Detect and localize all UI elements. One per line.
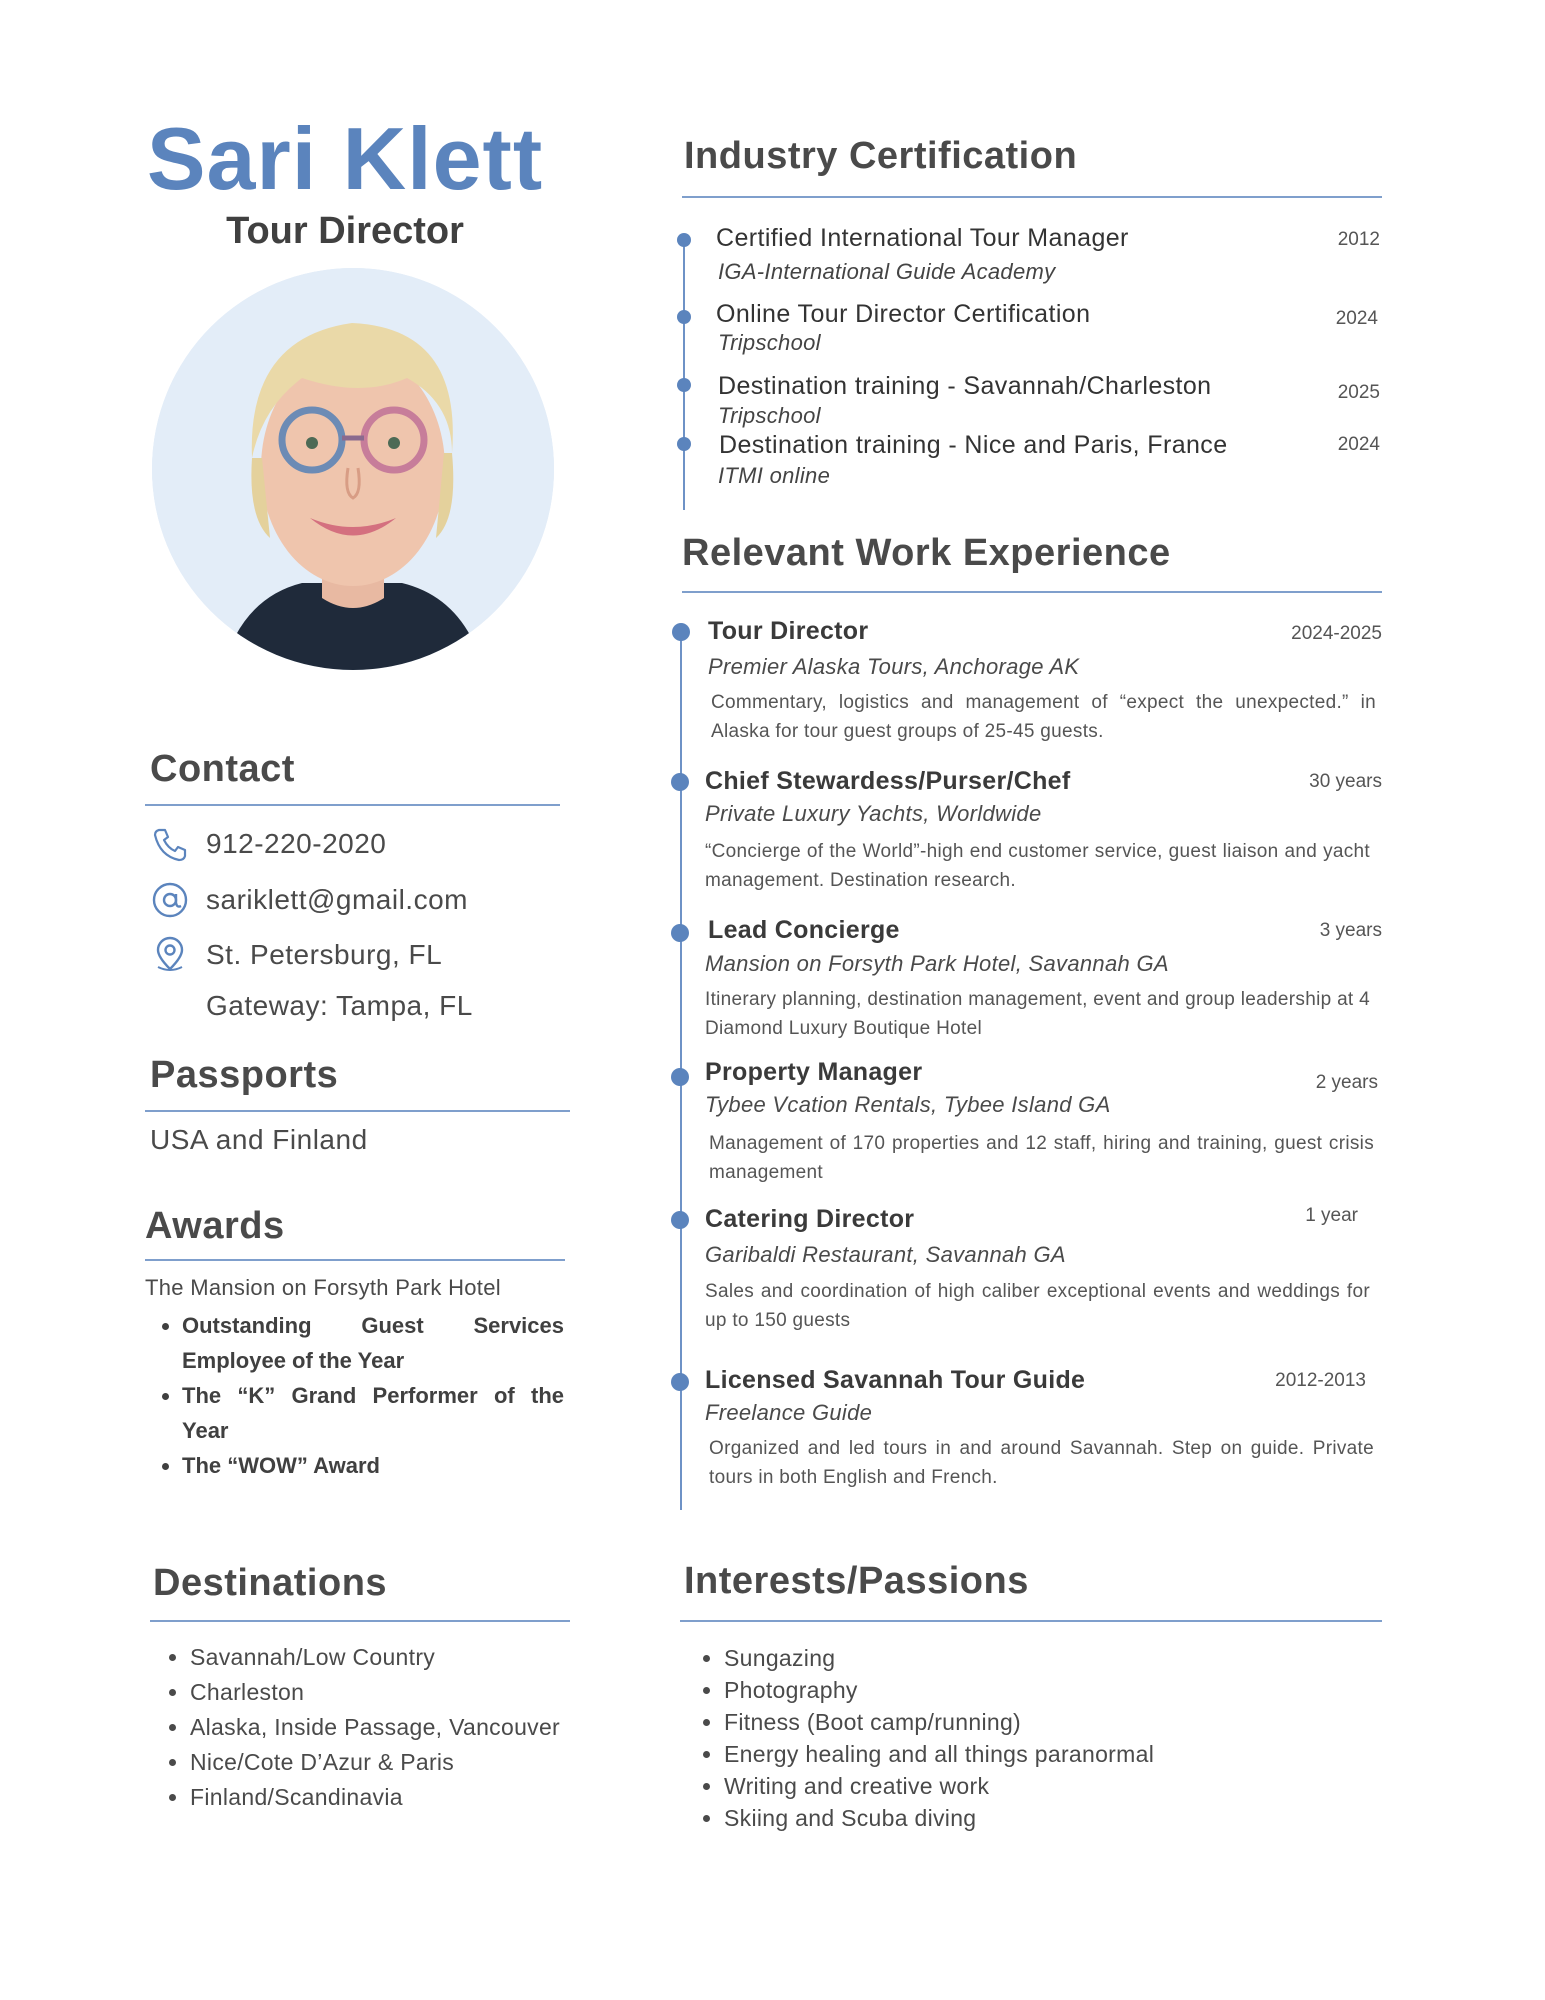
job-title: Property Manager xyxy=(705,1058,923,1086)
interests-heading: Interests/Passions xyxy=(684,1560,1029,1602)
passports-heading: Passports xyxy=(150,1054,339,1096)
job-period: 2012-2013 xyxy=(1275,1370,1366,1391)
timeline-dot xyxy=(677,233,691,247)
certification-divider xyxy=(682,196,1382,198)
destinations-divider xyxy=(150,1620,570,1622)
cert-org: IGA-International Guide Academy xyxy=(718,259,1056,284)
cert-org: Tripschool xyxy=(718,330,821,355)
job-period: 3 years xyxy=(1319,920,1382,941)
contact-divider xyxy=(145,804,560,806)
profile-photo xyxy=(152,268,554,670)
location-pin-icon xyxy=(150,935,190,975)
phone-icon xyxy=(150,824,190,864)
interest-item: • Fitness (Boot camp/running) xyxy=(724,1706,1386,1738)
interest-item: • Photography xyxy=(724,1674,1386,1706)
certification-heading: Industry Certification xyxy=(684,135,1078,177)
certification-timeline xyxy=(683,236,685,510)
destinations-list xyxy=(152,1640,572,1815)
job-description: “Concierge of the World”-high end customer service, guest liaison and yacht management. Destination research. xyxy=(705,841,1370,891)
interest-item: • Skiing and Scuba diving xyxy=(724,1802,1386,1834)
job-title: Licensed Savannah Tour Guide xyxy=(705,1366,1086,1394)
job-description: Management of 170 properties and 12 staff, hiring and training, guest crisis management xyxy=(709,1133,1374,1183)
awards-heading: Awards xyxy=(145,1205,285,1247)
awards-org: The Mansion on Forsyth Park Hotel xyxy=(145,1275,501,1300)
timeline-dot xyxy=(677,378,691,392)
destination-item: • Nice/Cote D’Azur & Paris xyxy=(190,1745,572,1780)
cert-title: Destination training - Savannah/Charleston xyxy=(718,372,1212,400)
timeline-dot xyxy=(671,1211,689,1229)
candidate-role: Tour Director xyxy=(226,210,464,252)
destination-item: • Savannah/Low Country xyxy=(190,1640,572,1675)
interest-item: • Energy healing and all things paranormal xyxy=(724,1738,1386,1770)
awards-divider xyxy=(145,1259,565,1261)
passports-divider xyxy=(145,1110,570,1112)
timeline-dot xyxy=(677,310,691,324)
interest-item: • Writing and creative work xyxy=(724,1770,1386,1802)
cert-org: ITMI online xyxy=(718,463,831,488)
award-item: • The “WOW” Award xyxy=(182,1448,564,1483)
timeline-dot xyxy=(671,773,689,791)
job-title: Catering Director xyxy=(705,1205,915,1233)
contact-email[interactable]: sariklett@gmail.com xyxy=(206,884,468,915)
cert-title: Certified International Tour Manager xyxy=(716,224,1129,252)
job-org: Freelance Guide xyxy=(705,1400,873,1425)
job-description: Itinerary planning, destination management, event and group leadership at 4 Diamond Luxury Boutique Hotel xyxy=(705,989,1370,1039)
contact-email-row xyxy=(150,880,468,920)
contact-location: St. Petersburg, FL xyxy=(206,939,443,970)
destination-item: • Alaska, Inside Passage, Vancouver xyxy=(190,1710,572,1745)
candidate-name: Sari Klett xyxy=(146,109,544,208)
job-org: Mansion on Forsyth Park Hotel, Savannah GA xyxy=(705,951,1169,976)
cert-year: 2024 xyxy=(1337,434,1380,455)
cert-title: Destination training - Nice and Paris, France xyxy=(719,431,1228,459)
destinations-heading: Destinations xyxy=(153,1562,388,1604)
award-item: • Outstanding Guest Services Employee of the Year xyxy=(182,1308,564,1378)
timeline-dot xyxy=(672,623,690,641)
timeline-dot xyxy=(677,437,691,451)
job-period: 1 year xyxy=(1305,1205,1358,1226)
job-title: Tour Director xyxy=(708,617,869,645)
cert-title: Online Tour Director Certification xyxy=(716,300,1091,328)
job-org: Premier Alaska Tours, Anchorage AK xyxy=(708,654,1080,679)
job-description: Commentary, logistics and management of “expect the unexpected.” in Alaska for tour guest groups of 25-45 guests. xyxy=(711,692,1376,742)
at-icon xyxy=(150,880,190,920)
experience-heading: Relevant Work Experience xyxy=(682,532,1171,574)
contact-heading: Contact xyxy=(150,748,295,790)
interests-divider xyxy=(680,1620,1382,1622)
passports-value: USA and Finland xyxy=(150,1124,368,1155)
timeline-dot xyxy=(671,1068,689,1086)
experience-divider xyxy=(682,591,1382,593)
job-title: Lead Concierge xyxy=(708,916,900,944)
awards-list xyxy=(146,1308,564,1483)
contact-location-row xyxy=(150,935,442,975)
job-title: Chief Stewardess/Purser/Chef xyxy=(705,767,1071,795)
destination-item: • Charleston xyxy=(190,1675,572,1710)
cert-year: 2024 xyxy=(1335,308,1378,329)
timeline-dot xyxy=(671,1373,689,1391)
award-item: • The “K” Grand Performer of the Year xyxy=(182,1378,564,1448)
interests-list xyxy=(686,1642,1386,1834)
contact-phone-row xyxy=(150,824,386,864)
job-org: Garibaldi Restaurant, Savannah GA xyxy=(705,1242,1066,1267)
contact-phone[interactable]: 912-220-2020 xyxy=(206,828,387,859)
job-period: 2024-2025 xyxy=(1291,623,1382,644)
contact-gateway: Gateway: Tampa, FL xyxy=(206,990,473,1021)
job-org: Tybee Vcation Rentals, Tybee Island GA xyxy=(705,1092,1111,1117)
cert-year: 2025 xyxy=(1337,382,1380,403)
job-org: Private Luxury Yachts, Worldwide xyxy=(705,801,1042,826)
job-description: Sales and coordination of high caliber exceptional events and weddings for up to 150 guests xyxy=(705,1281,1370,1331)
job-period: 2 years xyxy=(1315,1072,1378,1093)
destination-item: • Finland/Scandinavia xyxy=(190,1780,572,1815)
cert-org: Tripschool xyxy=(718,403,821,428)
job-period: 30 years xyxy=(1309,771,1382,792)
interest-item: • Sungazing xyxy=(724,1642,1386,1674)
timeline-dot xyxy=(671,924,689,942)
job-description: Organized and led tours in and around Savannah. Step on guide. Private tours in both English and French. xyxy=(709,1438,1374,1488)
cert-year: 2012 xyxy=(1337,229,1380,250)
